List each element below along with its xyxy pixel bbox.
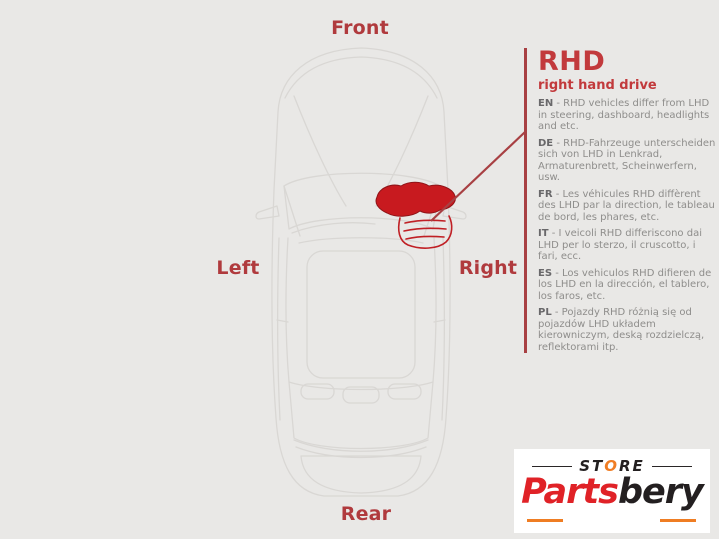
- store-o-orange: O: [604, 457, 619, 475]
- right-label: Right: [458, 257, 518, 279]
- lang-text-fr: - Les véhicules RHD diffèrent des LHD par la direction, le tableau de bord, les phares, etc.: [538, 188, 715, 223]
- rhd-item-en: [538, 98, 716, 133]
- lang-code-fr: FR: [538, 188, 553, 200]
- store-prefix: ST: [579, 457, 605, 475]
- rhd-item-pl: [538, 307, 716, 353]
- left-label: Left: [216, 257, 260, 279]
- lang-code-es: ES: [538, 267, 553, 279]
- rhd-subtitle: right hand drive: [538, 78, 657, 93]
- rhd-info-panel: [524, 48, 716, 353]
- brand-wordmark: [514, 472, 710, 512]
- brand-black-part: bery: [617, 472, 703, 512]
- rhd-item-de: [538, 138, 716, 184]
- brand-dash-right: [660, 519, 696, 522]
- rear-label: Rear: [340, 503, 392, 525]
- lang-text-en: - RHD vehicles differ from LHD in steering, dashboard, headlights and etc.: [538, 98, 710, 132]
- brand-dash-left: [527, 519, 563, 522]
- partsbery-logo: [514, 449, 710, 533]
- lang-text-pl: - Pojazdy RHD różnią się od pojazdów LHD układem kierowniczym, deską rozdzielczą, reflektorami itp.: [538, 307, 705, 353]
- store-line-right: [652, 466, 692, 468]
- rhd-item-it: [538, 228, 716, 263]
- car-body-outline: [256, 48, 466, 496]
- lang-text-es: - Los vehiculos RHD difieren de los LHD en la dirección, el tablero, los faros, etc.: [538, 267, 712, 302]
- store-line-left: [532, 466, 572, 468]
- front-label: Front: [331, 17, 389, 39]
- rhd-item-es: [538, 268, 716, 303]
- lang-code-it: IT: [538, 228, 549, 239]
- lang-code-en: EN: [538, 98, 554, 109]
- lang-text-it: - I veicoli RHD differiscono dai LHD per lo sterzo, il cruscotto, i fari, ecc.: [538, 228, 702, 262]
- lang-code-de: DE: [538, 137, 554, 149]
- lang-text-de: - RHD-Fahrzeuge unterscheiden sich von LHD in Lenkrad, Armaturenbrett, Scheinwerfern, usw.: [538, 137, 716, 183]
- store-suffix: RE: [619, 457, 645, 475]
- rhd-title: RHD: [538, 46, 606, 77]
- brand-red-part: Parts: [521, 472, 618, 512]
- lang-code-pl: PL: [538, 307, 552, 318]
- rhd-item-fr: [538, 189, 716, 224]
